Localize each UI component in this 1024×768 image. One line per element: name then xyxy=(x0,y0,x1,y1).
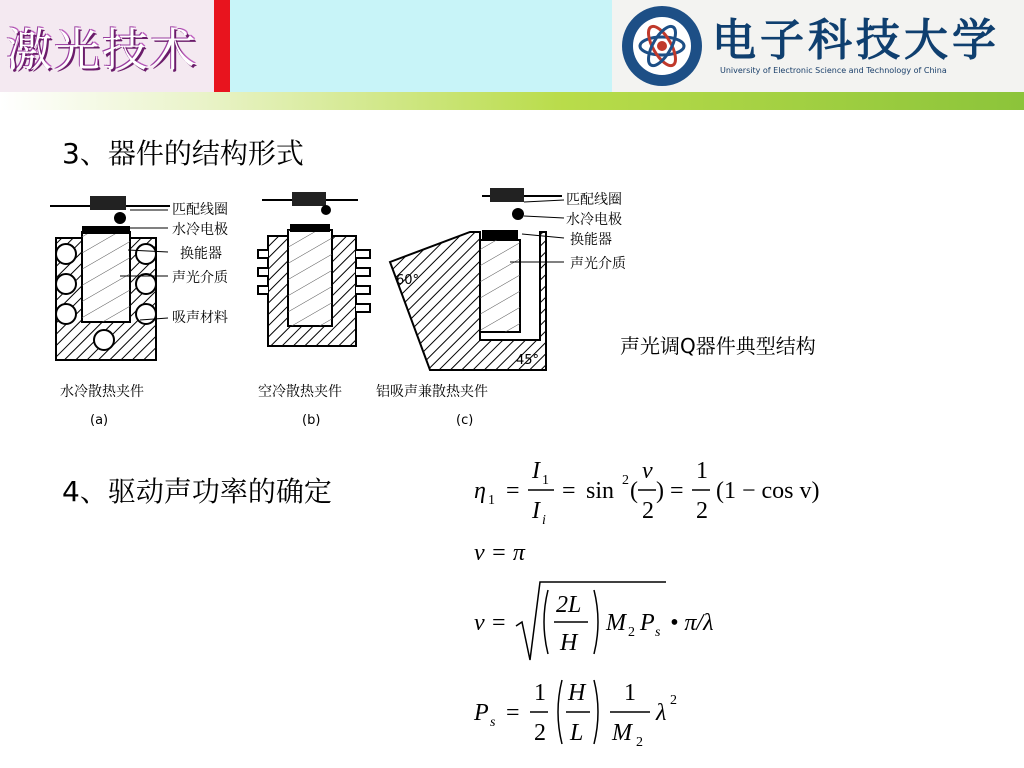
svg-text:1: 1 xyxy=(534,680,546,706)
university-emblem-icon xyxy=(620,4,704,88)
formula-diffraction-efficiency xyxy=(474,458,820,528)
label-a-water-electrode: 水冷电极 xyxy=(172,222,228,238)
svg-text:2: 2 xyxy=(534,720,546,746)
svg-text:I: I xyxy=(532,458,540,484)
svg-text:s: s xyxy=(655,625,661,640)
label-c-transducer: 换能器 xyxy=(570,232,612,248)
header-green-band xyxy=(0,92,1024,110)
svg-text:=: = xyxy=(506,700,520,726)
svg-text:1: 1 xyxy=(696,458,708,484)
footer-b: 空冷散热夹件 xyxy=(258,384,342,400)
svg-text:M: M xyxy=(612,720,632,746)
svg-text:2: 2 xyxy=(622,473,629,488)
svg-text:=: = xyxy=(506,478,520,504)
panel-c xyxy=(376,188,626,428)
svg-text:H: H xyxy=(568,680,586,706)
section-4-title: 4、驱动声功率的确定 xyxy=(62,475,332,508)
panel-a xyxy=(50,196,228,428)
label-a-matching-coil: 匹配线圈 xyxy=(172,202,228,218)
university-name-en: University of Electronic Science and Technology of China xyxy=(720,66,947,75)
panel-b xyxy=(258,192,370,428)
svg-text:=: = xyxy=(492,610,506,636)
svg-text:2L: 2L xyxy=(556,592,582,618)
device-structure-figure xyxy=(40,180,650,440)
svg-text:=: = xyxy=(670,478,684,504)
label-a-absorber: 吸声材料 xyxy=(172,310,228,326)
header-red-bar xyxy=(214,0,230,92)
formula-v-power xyxy=(474,582,714,660)
svg-text:λ: λ xyxy=(656,700,667,726)
svg-text:i: i xyxy=(542,513,546,528)
svg-text:• π/λ: • π/λ xyxy=(670,610,714,636)
formula-block xyxy=(470,448,850,758)
svg-text:sin: sin xyxy=(586,478,615,504)
svg-text:2: 2 xyxy=(636,735,643,750)
label-c-water-electrode: 水冷电极 xyxy=(566,212,622,228)
label-c-medium: 声光介质 xyxy=(570,256,626,272)
svg-text:P: P xyxy=(474,700,489,726)
angle-60: 60° xyxy=(396,273,420,288)
section-3-title: 3、器件的结构形式 xyxy=(62,137,304,170)
svg-text:(: ( xyxy=(630,478,638,504)
svg-text:v: v xyxy=(474,610,485,636)
formula-v-pi: v = π xyxy=(474,540,525,566)
svg-text:2: 2 xyxy=(628,625,635,640)
tag-a: (a) xyxy=(90,413,109,428)
label-a-medium: 声光介质 xyxy=(172,270,228,286)
svg-text:2: 2 xyxy=(642,498,654,524)
label-a-transducer: 换能器 xyxy=(180,246,222,262)
svg-text:): ) xyxy=(656,478,664,504)
formula-acoustic-power xyxy=(473,680,677,750)
label-c-matching-coil: 匹配线圈 xyxy=(566,192,622,208)
svg-text:=: = xyxy=(562,478,576,504)
svg-text:s: s xyxy=(490,715,496,730)
course-title: 激光技术 xyxy=(6,23,198,77)
svg-text:I: I xyxy=(532,498,540,524)
angle-45: 45° xyxy=(516,353,540,368)
header-cyan-panel xyxy=(230,0,612,92)
svg-text:v: v xyxy=(642,458,653,484)
tag-c: (c) xyxy=(456,413,474,428)
svg-text:(1 − cos v): (1 − cos v) xyxy=(716,478,820,504)
svg-text:L: L xyxy=(570,720,584,746)
footer-c: 铝吸声兼散热夹件 xyxy=(376,384,488,400)
footer-a: 水冷散热夹件 xyxy=(60,384,144,400)
university-name: 电子科技大学 xyxy=(712,15,1000,66)
svg-text:H: H xyxy=(560,630,578,656)
svg-text:P: P xyxy=(640,610,655,636)
svg-text:η: η xyxy=(474,478,486,504)
svg-text:1: 1 xyxy=(624,680,636,706)
svg-text:2: 2 xyxy=(670,693,677,708)
svg-text:1: 1 xyxy=(488,493,495,508)
svg-text:1: 1 xyxy=(542,473,549,488)
svg-text:2: 2 xyxy=(696,498,708,524)
tag-b: (b) xyxy=(302,413,321,428)
svg-text:M: M xyxy=(606,610,626,636)
figure-caption: 声光调Q器件典型结构 xyxy=(620,334,816,358)
